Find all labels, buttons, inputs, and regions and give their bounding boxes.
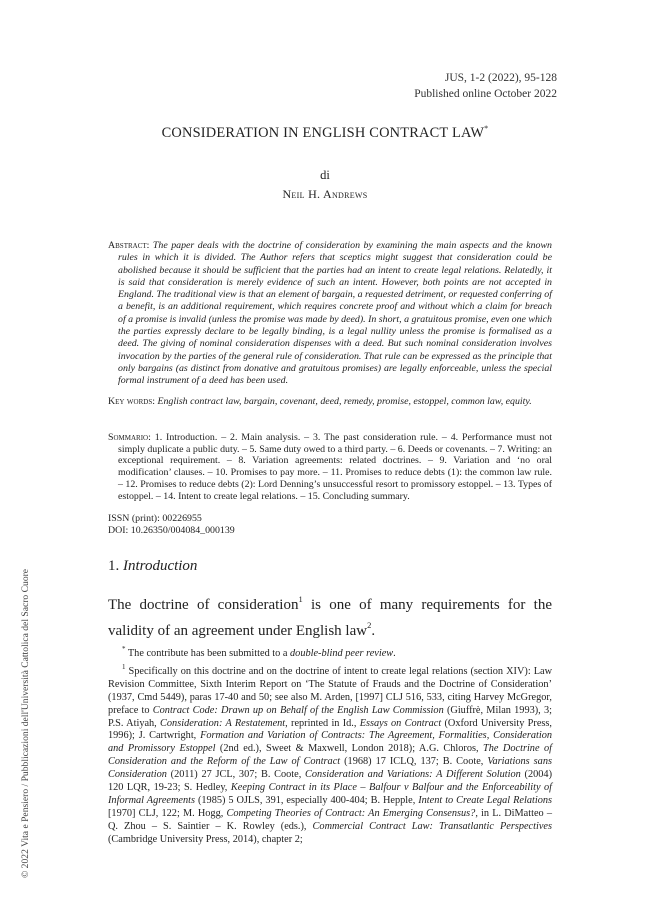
fn1-e: , reprinted in Id., <box>285 717 360 729</box>
abstract <box>108 240 552 388</box>
issn: ISSN (print): 00226955 <box>108 513 202 524</box>
footnote-star <box>108 643 552 661</box>
fn1-w: (Cambridge University Press, 2014), chapter 2; <box>108 833 303 845</box>
abstract-label: Abstract: <box>108 240 150 251</box>
byline: di <box>320 168 330 182</box>
footnote-star-end: . <box>393 648 396 659</box>
fn1-f: Essays on Contract <box>359 717 442 729</box>
identifiers <box>108 513 235 536</box>
fn1-t: Competing Theories of Contract: An Emerging Consensus? <box>226 807 476 819</box>
fn1-s: [1970] CLJ, 122; M. Hogg, <box>108 807 227 819</box>
fn1-m: (2011) 27 JCL, 307; B. Coote, <box>166 769 306 781</box>
fn1-c: (Giuffrè, Milan 1993), 3; P.S. Atiyah, <box>108 704 552 729</box>
footnote-ref-1[interactable]: 1 <box>298 594 303 604</box>
keywords <box>108 396 552 408</box>
fn1-q: (1985) 5 OJLS, 391, especially 400-404; B. Hepple, <box>195 794 419 806</box>
fn1-j: The Doctrine of Consideration and the Reform of the Law of Contract <box>108 743 552 768</box>
lead-text-1: The doctrine of consideration <box>108 597 299 613</box>
fn1-a: Specifically on this doctrine and on the doctrine of intent to create legal relations (section XIV): Law Revision Committee, Sixth Interim Report on ‘The Statute of Frauds and the Doctrine of Consideration’ (1937, Cmd 5449), paras 17-40 and 50; see also M. Arden, [1997] CLJ 516, 533, citing Harvey McGregor, preface to <box>108 665 553 716</box>
publication-date: Published online October 2022 <box>414 88 557 100</box>
footnote-star-mark: * <box>122 645 126 653</box>
article-title <box>0 124 650 142</box>
fn1-h: Formation and Variation of Contracts: The Agreement, Formalities, Consideration and Promissory Estoppel <box>108 730 552 755</box>
footnote-star-text: The contribute has been submitted to a <box>127 648 291 659</box>
footnote-1 <box>108 661 552 847</box>
section-number: 1. <box>108 558 120 574</box>
fn1-l: Variations sans Consideration <box>108 756 552 781</box>
fn1-r: Intent to Create Legal Relations <box>418 794 553 806</box>
title-footnote-mark: * <box>484 124 489 133</box>
keywords-text: English contract law, bargain, covenant, deed, remedy, promise, estoppel, common law, equity. <box>157 396 532 407</box>
fn1-g: (Oxford University Press, 1996); J. Cartwright, <box>108 717 552 742</box>
fn1-p: Keeping Contract in its Place – Balfour v Balfour and the Enforceability of Informal Agreements <box>108 782 553 806</box>
fn1-o: (2004) 120 LQR, 19-23; S. Hedley, <box>108 769 553 794</box>
title-text: CONSIDERATION IN ENGLISH CONTRACT LAW <box>161 125 485 141</box>
fn1-u: , in L. DiMatteo – Q. Zhou – S. Saintier – K. Rowley (eds.), <box>108 807 552 832</box>
journal-info <box>414 70 557 102</box>
lead-text-2: is one of many requirements for the validity of an agreement under English law <box>108 597 552 639</box>
summary-label: Sommario: <box>108 432 151 443</box>
summary <box>108 432 552 502</box>
footnote-1-mark: 1 <box>122 662 126 671</box>
lead-text-3: . <box>371 623 376 639</box>
author-name: Neil H. Andrews <box>282 187 368 201</box>
fn1-d: Consideration: A Restatement <box>160 717 286 729</box>
summary-text: 1. Introduction. – 2. Main analysis. – 3. The past consideration rule. – 4. Performance must not simply duplicate a public duty. – 5. Same duty owed to a third party. – 6. Deeds or covenants. – 7. Writing: an exceptional requirement. – 8. Variation agreements: related doctrines. – 9. Variation and ‘no oral modification’ clauses. – 10. Promises to pay more. – 11. Promises to reduce debts (1): the common law rule. – 12. Promises to reduce debts (2): Lord Denning’s unsuccessful resort to promissory estoppel. – 13. Types of estoppel. – 14. Intent to create legal relations. – 15. Concluding summary. <box>118 432 552 502</box>
footnotes <box>108 643 552 847</box>
fn1-i: (2nd ed.), Sweet & Maxwell, London 2018); A.G. Chloros, <box>215 743 484 755</box>
lead-paragraph <box>108 589 552 641</box>
footnote-ref-2[interactable]: 2 <box>367 620 372 630</box>
copyright-sidebar: © 2022 Vita e Pensiero / Pubblicazioni dell'Università Cattolica del Sacro Cuore <box>20 568 31 878</box>
fn1-v: Commercial Contract Law: Transatlantic Perspectives <box>312 820 552 832</box>
footnote-star-italic: double-blind peer review <box>290 648 394 659</box>
section-title: Introduction <box>123 558 198 574</box>
journal-citation: JUS, 1-2 (2022), 95-128 <box>444 72 557 84</box>
fn1-b: Contract Code: Drawn up on Behalf of the English Law Commission <box>152 704 444 716</box>
keywords-label: Key words: <box>108 396 155 407</box>
doi: DOI: 10.26350/004084_000139 <box>108 524 235 536</box>
section-heading <box>108 558 197 575</box>
fn1-n: Consideration and Variations: A Different Solution <box>305 769 521 781</box>
fn1-k: (1968) 17 ICLQ, 137; B. Coote, <box>340 756 488 768</box>
abstract-text: The paper deals with the doctrine of consideration by examining the main aspects and the known rules in which it is divided. The Author refers that sceptics might suggest that consideration could be abolished because it should be sufficient that the parties had an intent to create legal relations. Relatedly, it is said that consideration is merely evidence of such an intent. However, both points are not accepted in England. The traditional view is that an element of bargain, a requested detriment, or requested conferring of a benefit, is an additional requirement, which requires concrete proof and without which a claim for breach of a promise is invalid (unless the promise was made by deed). In short, a gratuitous promise, even one which the parties expressly declare to be legally binding, is a legal nullity unless the promise is formalised as a deed. The giving of nominal consideration dispenses with a deed. But such nominal consideration involves invocation by the parties of the general rule of consideration. That rule can be expressed as the principle that only bargains (as distinct from donative and gratuitous promises) are legally enforceable, unless the special formal instrument of a deed has been used. <box>118 240 552 387</box>
